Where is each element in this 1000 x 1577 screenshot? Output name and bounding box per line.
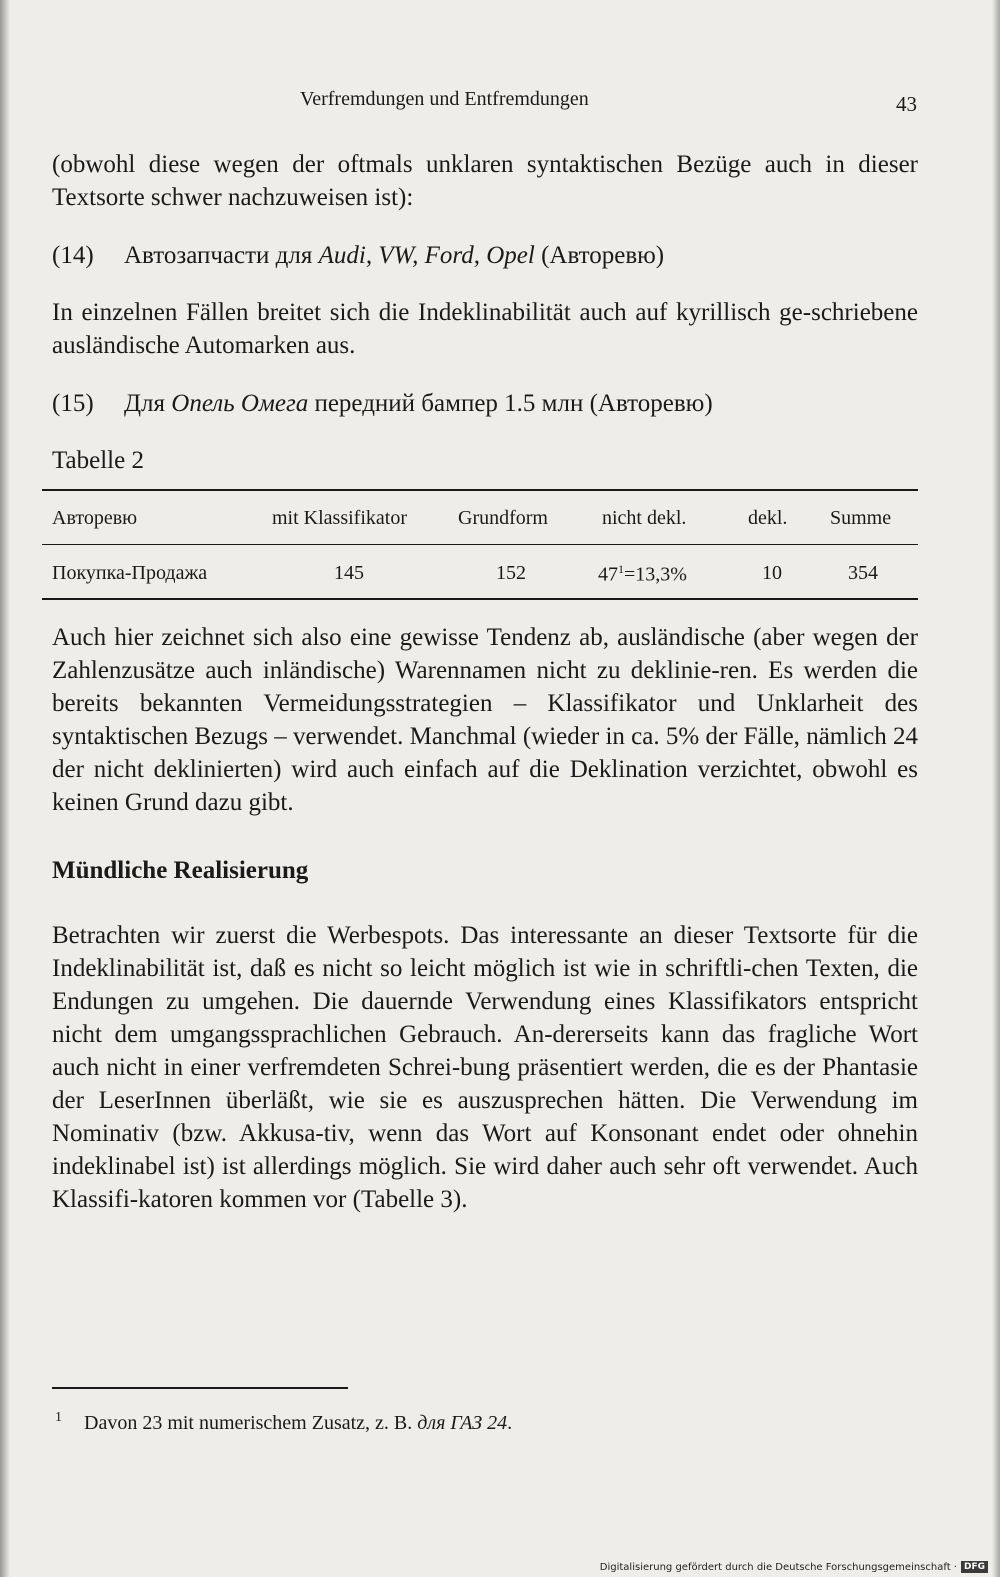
- page-number: 43: [896, 92, 917, 116]
- example-number: (14): [52, 242, 94, 269]
- table-header-cell: Авторевю: [52, 507, 138, 529]
- table-header-cell: nicht dekl.: [602, 507, 687, 529]
- footnote-separator: [52, 1387, 348, 1389]
- table-header-cell: Summe: [830, 507, 892, 529]
- example-source: (Авторевю): [534, 242, 665, 269]
- running-head: Verfremdungen und Entfremdungen: [300, 88, 589, 110]
- example-text: Автозапчасти для: [124, 242, 319, 269]
- table-cell-nicht-dekl: [598, 562, 687, 587]
- paragraph-werbespots: Betrachten wir zuerst die Werbespots. Das interessante an dieser Textsorte für die Indeklinabilität ist, daß es nicht so leicht möglich ist wie in schriftli-chen Texten, die Endungen zu umgehen. Die dauernde Verwendung eines Klassifikators entspricht nicht dem umgangssprachlichen Gebrauch. An-dererseits kann das fragliche Wort auch nicht in einer verfremdeten Schrei-bung präsentiert werden, die es der Phantasie der LeserInnen überläßt, wie sie es auszusprechen hätten. Die Verwendung im Nominativ (bzw. Akkusa-tiv, wenn das Wort auf Konsonant endet oder ohnehin indeklinabel ist) ist allerdings möglich. Sie wird daher auch sehr oft verwendet. Auch Klassifi-katoren kommen vor (Tabelle 3).: [52, 922, 918, 1213]
- example-text: Для: [124, 390, 172, 417]
- footnote-end: .: [507, 1412, 513, 1434]
- value-rest: =13,3%: [624, 563, 687, 586]
- example-14: [52, 239, 918, 272]
- digitization-credit: [600, 1561, 988, 1573]
- example-source: передний бампер 1.5 млн (Авторевю): [308, 390, 713, 417]
- table-cell: 152: [496, 562, 526, 584]
- table-top-rule: [42, 489, 918, 491]
- table-cell: 10: [762, 562, 782, 584]
- table-bottom-rule: [42, 598, 918, 600]
- paragraph-tendenz: Auch hier zeichnet sich also eine gewisse Tendenz ab, ausländische (aber wegen der Zahlenzusätze auch inländische) Warennamen nicht zu deklinie-ren. Es werden die bereits bekannten Vermeidungsstrategien – Klassifikator und Unklarheit des syntaktischen Bezugs – verwendet. Manchmal (wieder in ca. 5% der Fälle, nämlich 24 der nicht deklinierten) wird auch einfach auf die Deklination verzichtet, obwohl es keinen Grund dazu gibt.: [52, 624, 918, 816]
- dfg-logo: DFG: [961, 1561, 988, 1573]
- paragraph-kyrillisch: In einzelnen Fällen breitet sich die Indeklinabilität auch auf kyrillisch ge-schriebene ausländische Automarken aus.: [52, 299, 918, 359]
- table-header-cell: dekl.: [748, 507, 788, 529]
- example-number: (15): [52, 390, 94, 417]
- footnote-ref: 1: [618, 562, 624, 576]
- footnote-marker: 1: [55, 1410, 62, 1425]
- table-caption: Tabelle 2: [52, 447, 144, 474]
- example-italic: Audi, VW, Ford, Opel: [318, 242, 535, 269]
- table-cell-label: Покупка-Продажа: [52, 562, 208, 584]
- table-mid-rule: [42, 544, 918, 545]
- section-heading: Mündliche Realisierung: [52, 857, 309, 884]
- example-15: [52, 387, 918, 420]
- table-header-cell: mit Klassifikator: [272, 507, 407, 529]
- footnote-italic: для ГАЗ 24: [417, 1412, 508, 1434]
- credit-text: Digitalisierung gefördert durch die Deutsche Forschungsgemeinschaft ·: [599, 1561, 957, 1573]
- footnote-text: [84, 1412, 512, 1435]
- page-edge-shadow-right: [992, 0, 1000, 1577]
- paragraph-intro: (obwohl diese wegen der oftmals unklaren syntaktischen Bezüge auch in dieser Textsorte schwer nachzuweisen ist):: [52, 151, 918, 211]
- page-edge-shadow-left: [0, 0, 10, 1577]
- table-cell: 354: [848, 562, 878, 584]
- table-cell: 145: [334, 562, 364, 584]
- example-italic: Опель Омега: [171, 390, 309, 417]
- footnote-body: Davon 23 mit numerischem Zusatz, z. B.: [84, 1412, 418, 1434]
- table-header-cell: Grundform: [458, 507, 548, 529]
- value-base: 47: [598, 563, 618, 586]
